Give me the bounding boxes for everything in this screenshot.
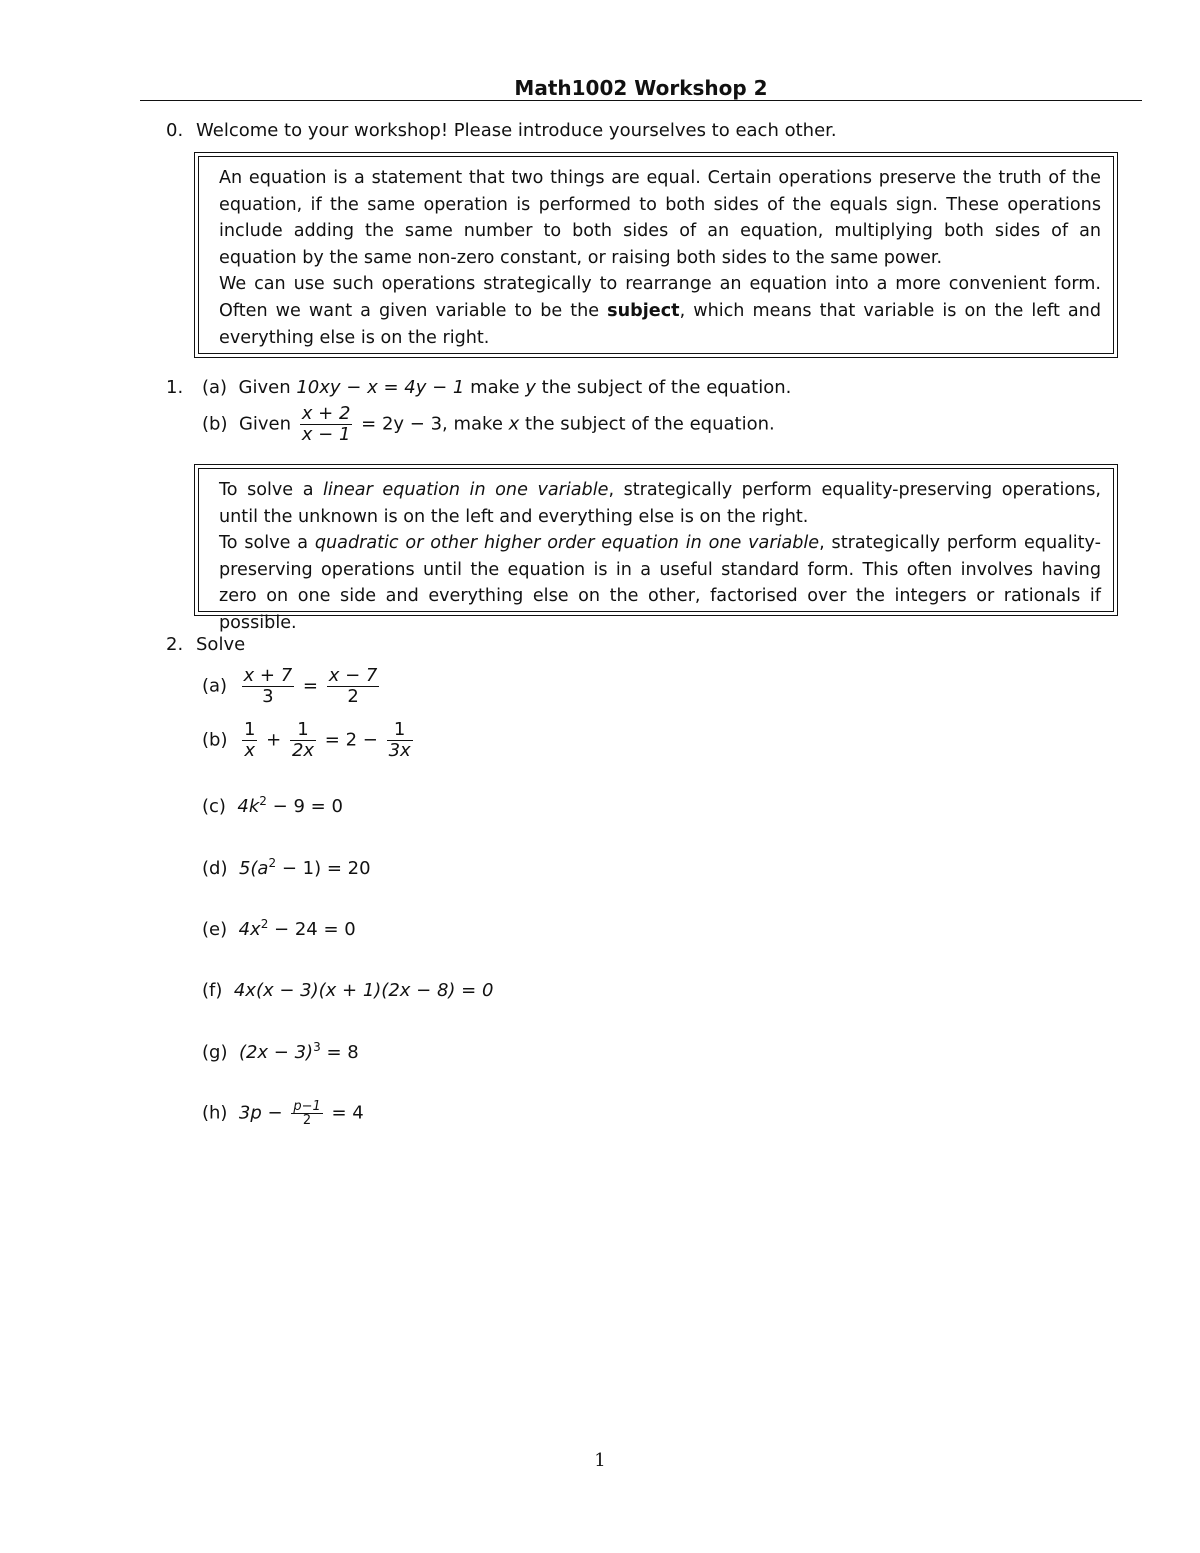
title-rule (140, 100, 1142, 101)
question-0-text: Welcome to your workshop! Please introduce yourselves to each other. (196, 120, 837, 141)
question-2-text: Solve (196, 634, 246, 655)
question-2c: (c) $4k^2 - 9 = 0$ (202, 794, 343, 817)
question-2d: (d) $5(a^2 - 1) = 20$ (202, 856, 371, 879)
subject-term: subject (607, 300, 680, 321)
question-1-number: 1. (166, 377, 184, 398)
question-1a: (a) Given 10xy − x = 4y − 1 make y the subject of the equation. (202, 377, 792, 398)
method-box-solving (194, 464, 1118, 633)
question-2e: (e) $4x^2 - 24 = 0$ (202, 917, 356, 940)
question-0-number: 0. (166, 120, 184, 141)
page-title: Math1002 Workshop 2 (514, 76, 768, 100)
question-2g: (g) $(2x - 3)^3 = 8$ (202, 1040, 359, 1063)
page-number: 1 (594, 1450, 606, 1471)
question-2b: (b) $\frac{1}{x}$ + $\frac{1}{2x}$ = 2 − $\frac{1}{3x}$ (202, 719, 411, 761)
question-2h: (h) 3p − $\frac{p-1}{2}$ = 4 (202, 1099, 364, 1128)
fraction: $\frac{x + 2}{x - 1}$ (301, 403, 351, 445)
box2-paragraph-1: To solve a linear equation in one variable, strategically perform equality-preserving operations, until the unknown is on the left and everything else is on the right. (219, 480, 1101, 527)
question-2a: (a) $\frac{x + 7}{3}$ = $\frac{x - 7}{2}$ (202, 665, 378, 707)
question-2f: (f) 4x(x − 3)(x + 1)(2x − 8) = 0 (202, 980, 494, 1001)
box2-paragraph-2: To solve a quadratic or other higher order equation in one variable, strategically perform equality-preserving operations until the equation is in a useful standard form. This often involves having zero on one side and everything else on the other, factorised over the integers or rationals if possible. (219, 533, 1102, 633)
question-1b: (b) Given $\frac{x + 2}{x - 1}$ = 2y − 3, make x the subject of the equation. (202, 403, 775, 445)
box1-paragraph-2: We can use such operations strategically to rearrange an equation into a more convenient form. Often we want a given variable to be the subject, which means that variable is on the left and everything else is on the right. (219, 274, 1101, 348)
definition-box-equation (194, 152, 1118, 358)
box1-paragraph-1: An equation is a statement that two things are equal. Certain operations preserve the truth of the equation, if the same operation is performed to both sides of the equals sign. These operations include adding the same number to both sides of an equation, multiplying both sides of an equation by the same non-zero constant, or raising both sides to the same power. (219, 168, 1101, 268)
question-2-number: 2. (166, 634, 184, 655)
